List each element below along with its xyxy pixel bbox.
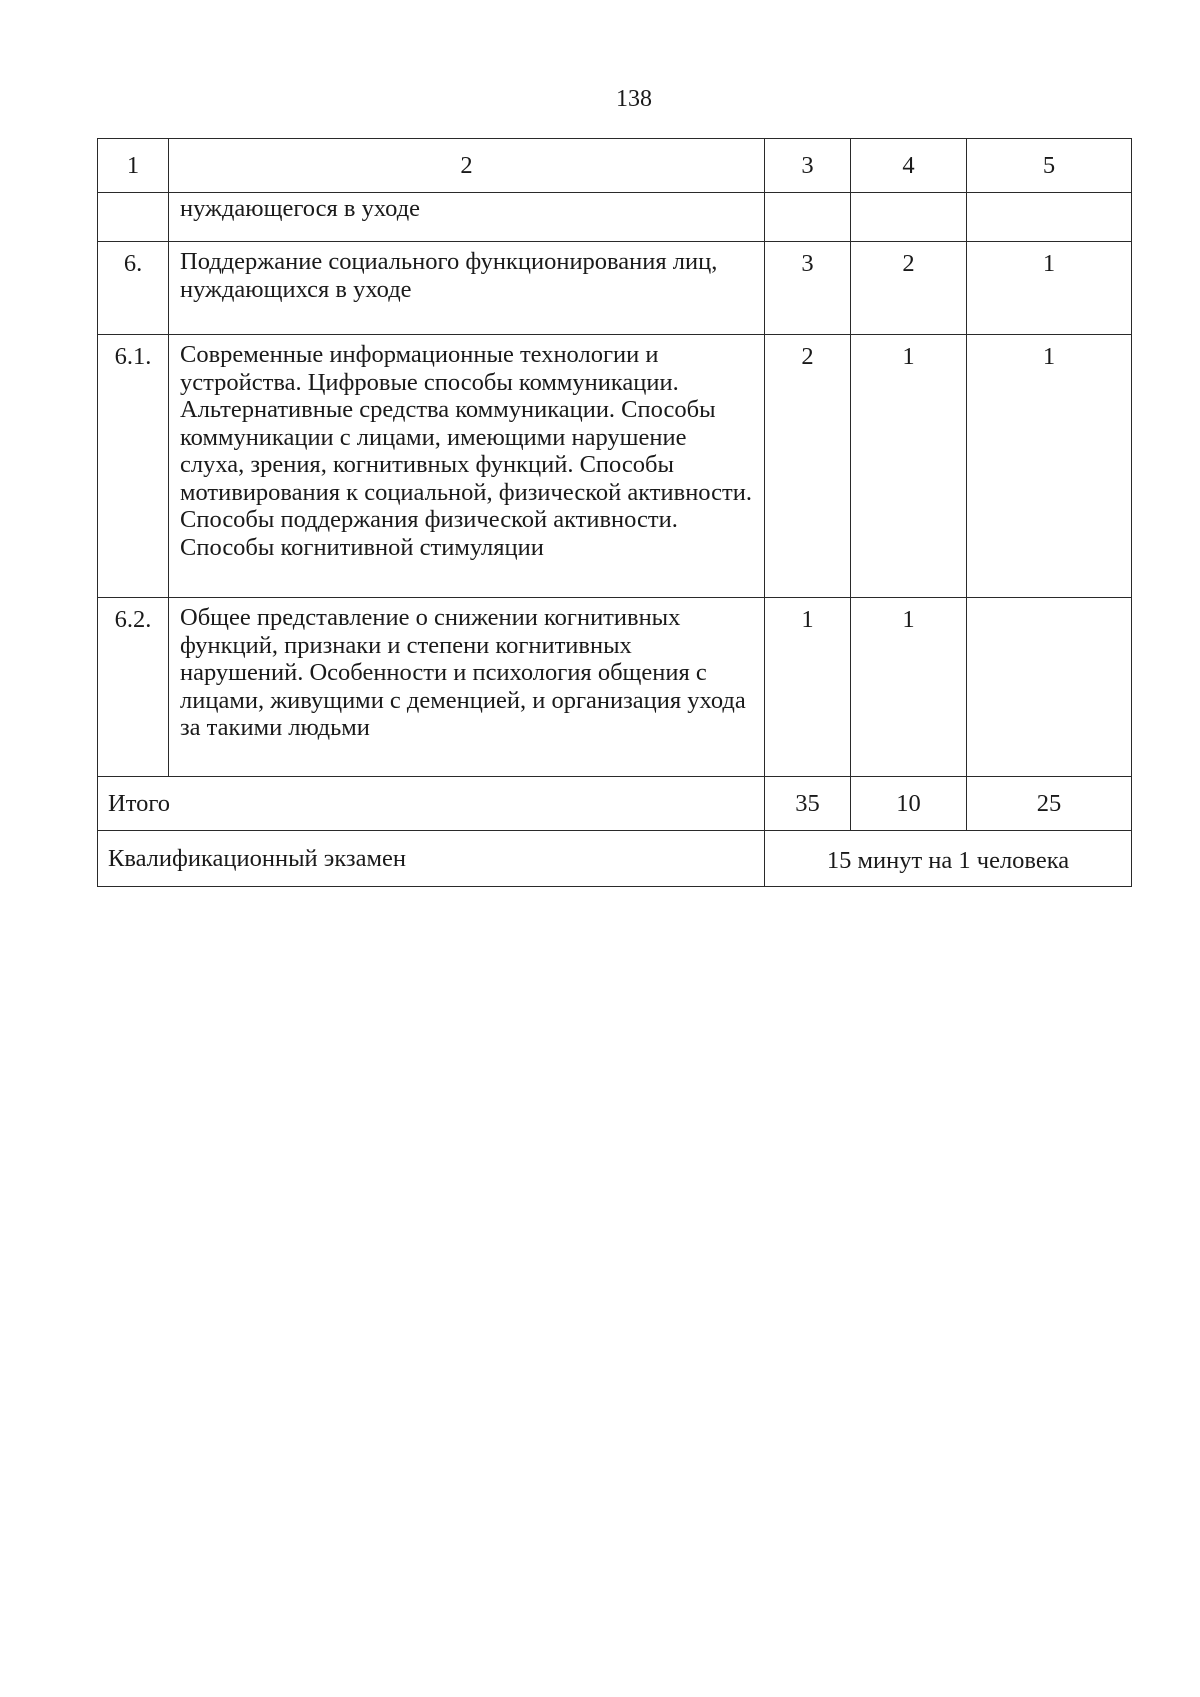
row-hours-practice [967, 598, 1132, 777]
row-hours-total [765, 193, 851, 242]
row-hours-practice [967, 193, 1132, 242]
row-hours-theory [851, 193, 967, 242]
row-hours-theory: 1 [851, 335, 967, 598]
table-row [98, 335, 1132, 598]
total-hours-total: 35 [765, 777, 851, 831]
row-number [98, 193, 169, 242]
header-col-1: 1 [98, 139, 169, 193]
total-hours-practice: 25 [967, 777, 1132, 831]
row-hours-total: 1 [765, 598, 851, 777]
header-col-3: 3 [765, 139, 851, 193]
total-hours-theory: 10 [851, 777, 967, 831]
header-col-4: 4 [851, 139, 967, 193]
table-header-row [98, 139, 1132, 193]
row-hours-total: 2 [765, 335, 851, 598]
page-number: 138 [616, 86, 652, 112]
row-topic: Поддержание социального функционирования лиц, нуждающихся в уходе [169, 242, 765, 335]
header-col-5: 5 [967, 139, 1132, 193]
row-topic: Современные информационные технологии и устройства. Цифровые способы коммуникации. Альтернативные средства коммуникации. Способы коммуникации с лицами, имеющими нарушение слуха, зрения, когнитивных функций. Способы мотивирования к социальной, физической активности. Способы поддержания физической активности. Способы когнитивной стимуляции [169, 335, 765, 598]
row-hours-theory: 2 [851, 242, 967, 335]
row-number: 6.2. [98, 598, 169, 777]
exam-label: Квалификационный экзамен [98, 831, 765, 887]
row-number: 6.1. [98, 335, 169, 598]
row-topic: Общее представление о снижении когнитивных функций, признаки и степени когнитивных нарушений. Особенности и психология общения с лицами, живущими с деменцией, и организация ухода за такими людьми [169, 598, 765, 777]
header-col-2: 2 [169, 139, 765, 193]
row-number: 6. [98, 242, 169, 335]
row-hours-theory: 1 [851, 598, 967, 777]
row-hours-practice: 1 [967, 335, 1132, 598]
row-hours-total: 3 [765, 242, 851, 335]
exam-duration: 15 минут на 1 человека [765, 831, 1132, 887]
exam-row [98, 831, 1132, 887]
total-label: Итого [98, 777, 765, 831]
table-row [98, 598, 1132, 777]
total-row [98, 777, 1132, 831]
row-topic: нуждающегося в уходе [169, 193, 765, 242]
table-row-continuation [98, 193, 1132, 242]
row-hours-practice: 1 [967, 242, 1132, 335]
table-row [98, 242, 1132, 335]
curriculum-table [97, 138, 1132, 887]
